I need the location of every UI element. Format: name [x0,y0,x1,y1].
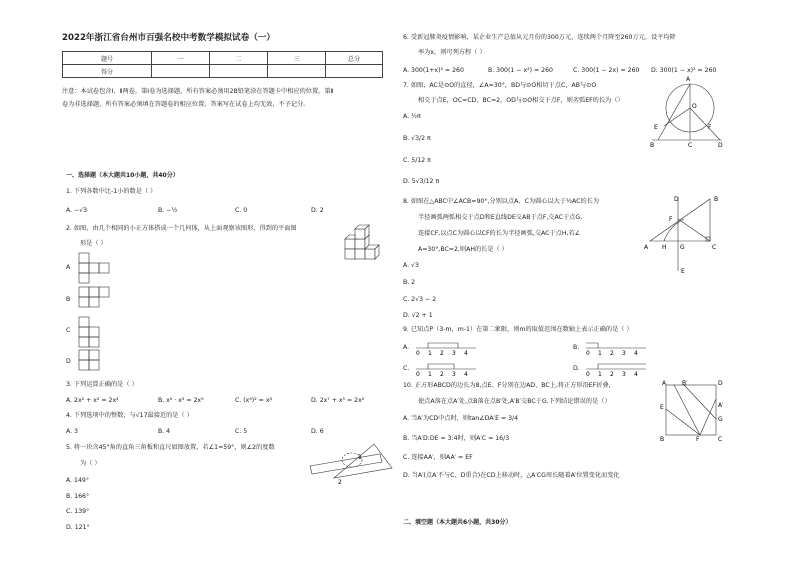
q4-option-d: D. 6 [311,428,324,435]
q7-label-a: A [686,76,691,83]
q5-stem-1: 5. 将一块含45°角的直角三角板和直尺如图放置，若∠1=59°，则∠2的度数 [66,444,275,451]
score-cell [326,65,383,78]
q6-stem-2: 率为x，则可列方程（ ） [418,49,486,56]
q4-option-b: B. 4 [158,428,171,435]
q1-option-c: C. 0 [235,207,248,214]
q5-angle-2-label: 2 [338,479,342,486]
q8-label-d: D [674,196,679,203]
q3-option-d: D. 2x⁷ + x⁵ = 2x² [311,397,365,404]
q2-option-b: B [66,296,71,303]
q9-tick-4: 4 [464,371,468,378]
q8-option-b: B. 2 [403,279,416,286]
q8-stem-1: 8. 如图在△ABC中∠ACB=90°,分别以点A、C为圆心以大于½AC的长为 [403,198,600,205]
q2-option-a: A [66,264,71,271]
q7-option-c: C. 5/12 π [403,157,431,164]
q7-stem-1: 7. 如图，AC是⊙O的直径，∠A=30°，BD与⊙O相切于点C，AB与⊙O [403,82,597,89]
q7-label-f: F [708,124,712,131]
exam-title: 2022年浙江省台州市百强名校中考数学模拟试卷（一） [62,33,275,43]
q9-tick-2: 2 [440,371,444,378]
score-header-cell: 二 [210,52,268,65]
q3-option-c: C. (x⁴)² = x⁸ [235,397,272,404]
q7-circle-figure [650,74,730,148]
q9-tick-4: 4 [634,371,638,378]
q8-label-f: F [669,216,673,223]
q8-triangle-figure [644,193,730,277]
q9-option-c: C. [403,365,410,372]
q9-tick-2: 2 [610,371,614,378]
q9-tick-0: 0 [586,350,590,357]
q7-option-a: A. ½π [403,113,421,120]
q9-tick-1: 1 [598,371,602,378]
q2-cubes-figure [339,221,379,269]
q10-option-a: A. 当A′为CD中点时，则tan∠DA′E = 3/4 [403,415,519,422]
q3-option-b: B. x⁶ · x³ = 2x⁹ [158,397,204,404]
q4-option-c: C. 5 [235,428,248,435]
q7-label-d: D [718,142,723,149]
q7-option-d: D. 5√3/12 π [403,178,440,185]
q6-option-b: B. 300(1 − x²) = 260 [488,67,553,74]
q7-label-o: O [692,103,697,110]
q9-tick-3: 3 [622,350,626,357]
q10-label-b: B [660,436,665,443]
q6-option-d: D. 300(1 − x)² = 260 [651,67,717,74]
score-header-cell: 一 [152,52,210,65]
q10-square-figure [660,379,726,443]
score-row-label: 得分 [63,65,152,78]
q4-stem: 4. 下列选项中的整数，与√17最接近的是（ ） [66,412,193,419]
q9-stem: 9. 已知点P（3-m，m-1）在第二象限，则m的取值范围在数轴上表示正确的是（ ） [403,326,633,333]
q5-ruler-triangle-figure [306,440,396,485]
q9-tick-3: 3 [452,350,456,357]
q9-tick-0: 0 [586,371,590,378]
q10-option-c: C. 连接AA′，则AA′ = EF [403,454,473,461]
q8-option-a: A. √3 [403,262,419,269]
q8-option-d: D. √2 + 1 [403,312,433,319]
q9-tick-3: 3 [622,371,626,378]
q5-option-c: C. 139° [66,508,90,515]
q1-option-a: A. −√3 [66,207,88,214]
q5-option-b: B. 166° [66,493,90,500]
q9-numberline-c [414,361,478,377]
q5-option-a: A. 149° [66,477,89,484]
q9-option-d: D. [573,365,580,372]
score-cell [268,65,326,78]
q10-label-b-prime: B′ [682,380,688,387]
q7-label-b: B [650,142,655,149]
q9-option-b: B. [573,344,580,351]
q5-option-d: D. 121° [66,524,90,531]
q10-label-f: F [696,436,700,443]
q8-option-c: C. 2√3 − 2 [403,296,437,303]
q9-tick-1: 1 [428,371,432,378]
q1-option-b: B. −½ [158,207,178,214]
q9-tick-2: 2 [610,350,614,357]
q9-tick-3: 3 [452,371,456,378]
q8-label-c: C [712,244,717,251]
q7-label-e: E [654,124,658,131]
q9-option-a: A. [403,344,410,351]
q2-option-d: D [66,358,71,365]
q10-option-b: B. 当A′D:DE = 3:4时，则A′C = 16/3 [403,435,510,442]
q9-numberline-b [584,340,648,356]
score-cell [210,65,268,78]
q4-option-a: A. 3 [66,428,78,435]
q7-option-b: B. √3/2 π [403,135,431,142]
q8-stem-3: 连接CF,以点C为圆心以CF的长为半径画弧,交AC于点H,若∠ [418,230,581,237]
q1-option-d: D. 2 [311,207,324,214]
section-1-heading: 一、选择题（本大题共10小题，共40分） [66,172,179,179]
q2-option-d-figure [79,350,109,372]
q9-tick-2: 2 [440,350,444,357]
q8-label-b: B [714,196,719,203]
q10-stem-2: 使点A落在点A′处,点B落在点B′处,A′B′交BC于G.下列结论错误的是（） [418,398,611,405]
note-line-1: 注意：本试卷包含Ⅰ、Ⅱ两卷。第Ⅰ卷为选择题，所有答案必须用2B铅笔涂在答题卡中相应的位置。第Ⅱ [62,88,334,95]
q9-tick-4: 4 [464,350,468,357]
q10-stem-1: 10. 正方形ABCD的边长为8,点E、F分别在边AD、BC上,将正方形沿EF折叠, [403,382,611,389]
note-line-2: 卷为非选择题，所有答案必须填在答题卷的相应位置。答案写在试卷上均无效，不予记分。 [62,101,310,108]
q10-label-d: D [718,380,723,387]
score-header-cell: 总分 [326,52,383,65]
q2-option-a-figure [79,253,119,283]
q9-tick-1: 1 [598,350,602,357]
section-2-heading: 二、填空题（本大题共6小题，共30分） [403,519,512,526]
score-table [62,51,383,78]
q8-stem-4: A=30°,BC=2,则AH的长是（ ） [418,246,508,253]
q9-tick-4: 4 [634,350,638,357]
q1-stem: 1. 下列各数中比-1小的数是（ ） [66,188,157,195]
q5-stem-2: 为（ ） [80,460,101,467]
q9-numberline-a [414,340,478,356]
q2-stem-2: 形是（ ） [80,240,107,247]
score-header-cell: 题号 [63,52,152,65]
q2-stem-1: 2. 如图，由几个相同的小正方体搭成一个几何体，从上面观察该图形，得到的平面图 [66,225,297,232]
q10-label-e: E [660,404,664,411]
q3-option-a: A. 2x² + x² = 2x⁴ [66,397,119,404]
q10-label-g: G [718,416,723,423]
score-cell [152,65,210,78]
q3-stem: 3. 下列运算正确的是（ ） [66,381,138,388]
score-header-cell: 三 [268,52,326,65]
q10-label-a: A [662,380,667,387]
q8-label-h: H [662,244,667,251]
q10-option-d: D. 当A′(点A′不与C、D重合)在CD上移动时，△A′CG周长随着A′位置变化而变化 [403,472,620,479]
q8-label-e: E [681,268,685,275]
q9-tick-0: 0 [416,371,420,378]
q7-label-c: C [688,142,693,149]
q6-option-a: A. 300(1+x)² = 260 [403,67,464,74]
q6-option-c: C. 300(1 − 2x) = 260 [573,67,640,74]
q2-option-b-figure [79,287,119,311]
q2-option-c-figure [79,317,109,347]
q9-tick-1: 1 [428,350,432,357]
q8-label-a: A [644,244,649,251]
q10-label-a-prime: A′ [718,402,724,409]
q9-numberline-d [584,361,648,377]
q10-label-c: C [718,436,723,443]
q7-stem-2: 相交于点E，OC=CD，BC=2，OD与⊙O相交于点F，则劣弧EF的长为（） [418,97,624,104]
q5-angle-1-label: 1 [358,454,362,461]
q8-label-g: G [680,244,685,251]
q9-tick-0: 0 [416,350,420,357]
q8-stem-2: 半径画弧两弧相交于点D和E直线DE交AB于点F,交AC于点G, [418,214,583,221]
q2-option-c: C [66,327,71,334]
q6-stem-1: 6. 受新冠肺炎疫情影响，某企业生产总值从元月份的300万元，连续两个月降至260万元，设平均降 [403,34,676,41]
